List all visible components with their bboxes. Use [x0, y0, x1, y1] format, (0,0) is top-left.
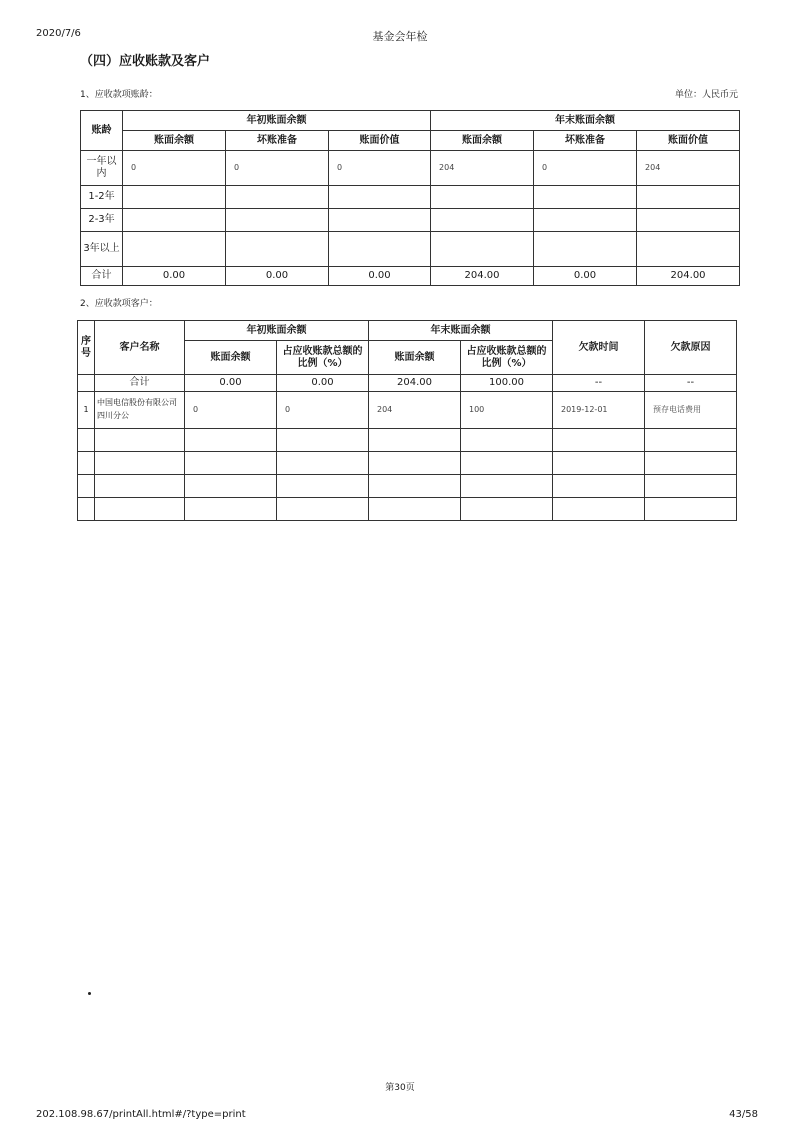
document-header-title: 基金会年检	[372, 30, 428, 43]
page-label: 第30页	[385, 1083, 415, 1093]
row-label: 2-3年	[81, 209, 123, 232]
table-cell: 0.00	[329, 267, 431, 286]
table-cell	[637, 186, 740, 209]
col-value-begin: 账面价值	[329, 131, 431, 151]
scan-speck	[88, 992, 91, 995]
customers-subtitle: 2、应收款项客户：	[80, 299, 158, 309]
table-cell: 0.00	[123, 267, 226, 286]
customers-table	[77, 320, 737, 521]
total-row	[81, 267, 740, 286]
table-row	[81, 209, 740, 232]
col-book-end: 账面余额	[431, 131, 534, 151]
col-bad-end: 坏账准备	[534, 131, 637, 151]
table-cell: --	[553, 375, 645, 392]
table-row	[81, 186, 740, 209]
table-cell	[431, 209, 534, 232]
table-cell	[329, 232, 431, 267]
table-cell: 0	[123, 151, 226, 186]
table-cell	[123, 232, 226, 267]
col-value-end: 账面价值	[637, 131, 740, 151]
table-cell: 204.00	[431, 267, 534, 286]
aging-table	[80, 110, 740, 286]
table-cell: 预存电话费用	[645, 392, 737, 429]
currency-unit: 单位：人民币元	[674, 90, 738, 100]
table-cell	[534, 186, 637, 209]
page-number: 43/58	[729, 1109, 758, 1120]
table-cell: 0.00	[277, 375, 369, 392]
col-name-header: 客户名称	[95, 321, 185, 375]
table-cell: 0.00	[534, 267, 637, 286]
table-cell	[329, 209, 431, 232]
table-row	[81, 151, 740, 186]
col-seq-header: 序号	[78, 321, 95, 375]
table-cell: 204	[369, 392, 461, 429]
col-book-begin: 账面余额	[185, 341, 277, 375]
table-row	[78, 429, 737, 452]
table-row	[78, 452, 737, 475]
aging-subtitle: 1、应收款项账龄：	[80, 90, 158, 100]
group-begin-header: 年初账面余额	[185, 321, 369, 341]
table-cell	[431, 232, 534, 267]
print-url: 202.108.98.67/printAll.html#/?type=print	[36, 1109, 246, 1120]
table-cell	[123, 186, 226, 209]
col-book-begin: 账面余额	[123, 131, 226, 151]
table-cell	[637, 209, 740, 232]
table-cell	[431, 186, 534, 209]
table-cell	[329, 186, 431, 209]
col-book-end: 账面余额	[369, 341, 461, 375]
table-cell: 204	[431, 151, 534, 186]
table-cell: 0.00	[226, 267, 329, 286]
col-time-header: 欠款时间	[553, 321, 645, 375]
table-row	[78, 475, 737, 498]
table-cell: 0	[534, 151, 637, 186]
table-cell: 204	[637, 151, 740, 186]
total-label: 合计	[81, 267, 123, 286]
table-row	[81, 232, 740, 267]
table-cell: 0	[185, 392, 277, 429]
table-cell	[226, 186, 329, 209]
group-begin-header: 年初账面余额	[123, 111, 431, 131]
table-cell	[123, 209, 226, 232]
table-cell	[534, 232, 637, 267]
table-cell	[78, 375, 95, 392]
col-age-header: 账龄	[81, 111, 123, 151]
col-bad-begin: 坏账准备	[226, 131, 329, 151]
table-cell: --	[645, 375, 737, 392]
col-ratio-begin: 占应收账款总额的比例（%）	[277, 341, 369, 375]
group-end-header: 年末账面余额	[431, 111, 740, 131]
customer-name-cell: 中国电信股份有限公司四川分公	[95, 392, 185, 429]
seq-cell: 1	[78, 392, 95, 429]
table-cell	[534, 209, 637, 232]
table-cell: 2019-12-01	[553, 392, 645, 429]
row-label: 1-2年	[81, 186, 123, 209]
table-row	[78, 392, 737, 429]
table-cell: 100	[461, 392, 553, 429]
row-label: 一年以内	[81, 151, 123, 186]
group-end-header: 年末账面余额	[369, 321, 553, 341]
total-label: 合计	[95, 375, 185, 392]
table-cell: 0	[277, 392, 369, 429]
total-row	[78, 375, 737, 392]
table-cell: 0	[226, 151, 329, 186]
table-cell	[637, 232, 740, 267]
section-title: （四）应收账款及客户	[80, 54, 211, 69]
table-cell: 0.00	[185, 375, 277, 392]
col-reason-header: 欠款原因	[645, 321, 737, 375]
table-cell: 100.00	[461, 375, 553, 392]
table-row	[78, 498, 737, 521]
table-cell	[226, 232, 329, 267]
table-cell	[226, 209, 329, 232]
table-cell: 204.00	[369, 375, 461, 392]
row-label: 3年以上	[81, 232, 123, 267]
print-date: 2020/7/6	[36, 28, 81, 39]
col-ratio-end: 占应收账款总额的比例（%）	[461, 341, 553, 375]
table-cell: 204.00	[637, 267, 740, 286]
table-cell: 0	[329, 151, 431, 186]
